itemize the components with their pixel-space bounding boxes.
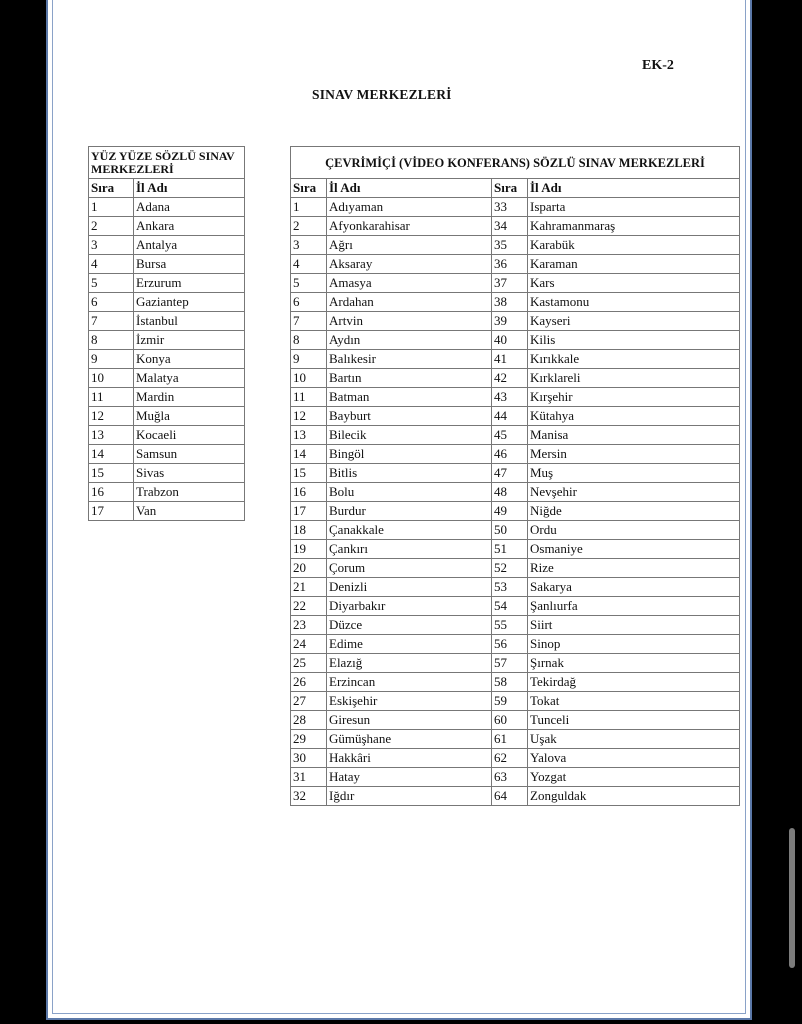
- row-number: 27: [291, 692, 327, 711]
- row-number: 16: [89, 483, 134, 502]
- table-row: [89, 217, 245, 236]
- table-row: [89, 483, 245, 502]
- scrollbar[interactable]: [789, 828, 795, 968]
- province-name: Kayseri: [528, 312, 740, 331]
- table-row: [291, 483, 740, 502]
- row-number: 60: [492, 711, 528, 730]
- province-name: Manisa: [528, 426, 740, 445]
- row-number: 2: [89, 217, 134, 236]
- province-name: Ağrı: [327, 236, 492, 255]
- province-name: Bursa: [134, 255, 245, 274]
- province-name: Malatya: [134, 369, 245, 388]
- province-name: Erzurum: [134, 274, 245, 293]
- table-row: [291, 597, 740, 616]
- province-name: Gümüşhane: [327, 730, 492, 749]
- row-number: 51: [492, 540, 528, 559]
- province-name: Hatay: [327, 768, 492, 787]
- province-name: Uşak: [528, 730, 740, 749]
- row-number: 32: [291, 787, 327, 806]
- province-name: Bitlis: [327, 464, 492, 483]
- province-name: Adıyaman: [327, 198, 492, 217]
- row-number: 5: [291, 274, 327, 293]
- province-name: Batman: [327, 388, 492, 407]
- table-row: [291, 692, 740, 711]
- province-name: Tunceli: [528, 711, 740, 730]
- row-number: 9: [89, 350, 134, 369]
- row-number: 46: [492, 445, 528, 464]
- row-number: 63: [492, 768, 528, 787]
- document-page: [46, 0, 752, 1020]
- table-row: [291, 711, 740, 730]
- province-name: Niğde: [528, 502, 740, 521]
- table-row: [291, 654, 740, 673]
- province-name: Çanakkale: [327, 521, 492, 540]
- column-header-name: İl Adı: [134, 179, 245, 198]
- table-row: [291, 236, 740, 255]
- table-row: [89, 369, 245, 388]
- province-name: Kastamonu: [528, 293, 740, 312]
- row-number: 34: [492, 217, 528, 236]
- province-name: Aksaray: [327, 255, 492, 274]
- row-number: 18: [291, 521, 327, 540]
- table-row: [89, 502, 245, 521]
- province-name: Sivas: [134, 464, 245, 483]
- province-name: Erzincan: [327, 673, 492, 692]
- province-name: Trabzon: [134, 483, 245, 502]
- table-row: [89, 407, 245, 426]
- row-number: 1: [291, 198, 327, 217]
- province-name: Gaziantep: [134, 293, 245, 312]
- row-number: 56: [492, 635, 528, 654]
- table-row: [291, 255, 740, 274]
- province-name: Iğdır: [327, 787, 492, 806]
- row-number: 48: [492, 483, 528, 502]
- province-name: Yalova: [528, 749, 740, 768]
- row-number: 30: [291, 749, 327, 768]
- province-name: Çorum: [327, 559, 492, 578]
- province-name: Düzce: [327, 616, 492, 635]
- province-name: Samsun: [134, 445, 245, 464]
- province-name: Balıkesir: [327, 350, 492, 369]
- row-number: 1: [89, 198, 134, 217]
- province-name: Yozgat: [528, 768, 740, 787]
- province-name: Muğla: [134, 407, 245, 426]
- province-name: Eskişehir: [327, 692, 492, 711]
- row-number: 17: [89, 502, 134, 521]
- province-name: Bilecik: [327, 426, 492, 445]
- row-number: 58: [492, 673, 528, 692]
- row-number: 45: [492, 426, 528, 445]
- table-row: [89, 464, 245, 483]
- row-number: 8: [291, 331, 327, 350]
- row-number: 59: [492, 692, 528, 711]
- province-name: Karaman: [528, 255, 740, 274]
- annex-label: EK-2: [642, 58, 674, 73]
- table-row: [291, 350, 740, 369]
- province-name: Siirt: [528, 616, 740, 635]
- province-name: Diyarbakır: [327, 597, 492, 616]
- table-row: [291, 293, 740, 312]
- table-row: [291, 445, 740, 464]
- province-name: Antalya: [134, 236, 245, 255]
- table-row: [291, 540, 740, 559]
- table-row: [291, 426, 740, 445]
- row-number: 3: [89, 236, 134, 255]
- table-row: [89, 274, 245, 293]
- row-number: 28: [291, 711, 327, 730]
- face-to-face-header: YÜZ YÜZE SÖZLÜ SINAV MERKEZLERİ: [89, 147, 245, 179]
- row-number: 13: [89, 426, 134, 445]
- row-number: 64: [492, 787, 528, 806]
- row-number: 21: [291, 578, 327, 597]
- row-number: 31: [291, 768, 327, 787]
- province-name: Çankırı: [327, 540, 492, 559]
- row-number: 15: [89, 464, 134, 483]
- column-header-no: Sıra: [89, 179, 134, 198]
- row-number: 43: [492, 388, 528, 407]
- table-row: [291, 635, 740, 654]
- province-name: Zonguldak: [528, 787, 740, 806]
- province-name: Sinop: [528, 635, 740, 654]
- online-rows: [291, 198, 740, 806]
- row-number: 36: [492, 255, 528, 274]
- province-name: Ordu: [528, 521, 740, 540]
- province-name: Edime: [327, 635, 492, 654]
- row-number: 7: [291, 312, 327, 331]
- province-name: Osmaniye: [528, 540, 740, 559]
- table-row: [89, 350, 245, 369]
- province-name: Ankara: [134, 217, 245, 236]
- table-row: [291, 388, 740, 407]
- province-name: Aydın: [327, 331, 492, 350]
- column-header-name: İl Adı: [327, 179, 492, 198]
- province-name: Hakkâri: [327, 749, 492, 768]
- row-number: 10: [291, 369, 327, 388]
- row-number: 44: [492, 407, 528, 426]
- row-number: 26: [291, 673, 327, 692]
- province-name: Kars: [528, 274, 740, 293]
- province-name: Kahramanmaraş: [528, 217, 740, 236]
- province-name: Kırklareli: [528, 369, 740, 388]
- table-row: [291, 331, 740, 350]
- province-name: İstanbul: [134, 312, 245, 331]
- row-number: 19: [291, 540, 327, 559]
- row-number: 20: [291, 559, 327, 578]
- online-table: [290, 146, 740, 806]
- row-number: 42: [492, 369, 528, 388]
- row-number: 3: [291, 236, 327, 255]
- row-number: 16: [291, 483, 327, 502]
- table-row: [89, 236, 245, 255]
- table-row: [291, 730, 740, 749]
- row-number: 6: [291, 293, 327, 312]
- province-name: Isparta: [528, 198, 740, 217]
- province-name: Kocaeli: [134, 426, 245, 445]
- province-name: Konya: [134, 350, 245, 369]
- row-number: 29: [291, 730, 327, 749]
- province-name: Kırıkkale: [528, 350, 740, 369]
- row-number: 33: [492, 198, 528, 217]
- row-number: 4: [291, 255, 327, 274]
- table-row: [89, 331, 245, 350]
- province-name: Sakarya: [528, 578, 740, 597]
- row-number: 2: [291, 217, 327, 236]
- province-name: Tekirdağ: [528, 673, 740, 692]
- province-name: Artvin: [327, 312, 492, 331]
- row-number: 38: [492, 293, 528, 312]
- row-number: 9: [291, 350, 327, 369]
- table-row: [291, 521, 740, 540]
- row-number: 54: [492, 597, 528, 616]
- row-number: 17: [291, 502, 327, 521]
- table-row: [291, 407, 740, 426]
- table-row: [291, 559, 740, 578]
- row-number: 61: [492, 730, 528, 749]
- row-number: 35: [492, 236, 528, 255]
- table-row: [291, 217, 740, 236]
- province-name: Şanlıurfa: [528, 597, 740, 616]
- province-name: Afyonkarahisar: [327, 217, 492, 236]
- table-row: [89, 198, 245, 217]
- province-name: Adana: [134, 198, 245, 217]
- column-header-no: Sıra: [492, 179, 528, 198]
- province-name: Rize: [528, 559, 740, 578]
- table-row: [291, 312, 740, 331]
- row-number: 8: [89, 331, 134, 350]
- row-number: 7: [89, 312, 134, 331]
- province-name: Amasya: [327, 274, 492, 293]
- table-row: [291, 274, 740, 293]
- row-number: 37: [492, 274, 528, 293]
- row-number: 62: [492, 749, 528, 768]
- row-number: 15: [291, 464, 327, 483]
- province-name: Giresun: [327, 711, 492, 730]
- province-name: Denizli: [327, 578, 492, 597]
- row-number: 47: [492, 464, 528, 483]
- table-row: [291, 464, 740, 483]
- row-number: 40: [492, 331, 528, 350]
- province-name: Burdur: [327, 502, 492, 521]
- row-number: 12: [89, 407, 134, 426]
- row-number: 10: [89, 369, 134, 388]
- face-to-face-table: [88, 146, 245, 521]
- row-number: 57: [492, 654, 528, 673]
- province-name: Nevşehir: [528, 483, 740, 502]
- row-number: 13: [291, 426, 327, 445]
- province-name: Bartın: [327, 369, 492, 388]
- table-row: [291, 578, 740, 597]
- province-name: Bayburt: [327, 407, 492, 426]
- row-number: 25: [291, 654, 327, 673]
- table-row: [291, 749, 740, 768]
- row-number: 49: [492, 502, 528, 521]
- table-row: [89, 426, 245, 445]
- province-name: Muş: [528, 464, 740, 483]
- table-row: [291, 198, 740, 217]
- table-row: [291, 673, 740, 692]
- province-name: Mersin: [528, 445, 740, 464]
- table-row: [291, 502, 740, 521]
- province-name: İzmir: [134, 331, 245, 350]
- table-row: [291, 768, 740, 787]
- table-row: [89, 293, 245, 312]
- column-header-name: İl Adı: [528, 179, 740, 198]
- row-number: 50: [492, 521, 528, 540]
- row-number: 39: [492, 312, 528, 331]
- province-name: Tokat: [528, 692, 740, 711]
- table-row: [291, 787, 740, 806]
- row-number: 24: [291, 635, 327, 654]
- province-name: Kütahya: [528, 407, 740, 426]
- row-number: 6: [89, 293, 134, 312]
- province-name: Karabük: [528, 236, 740, 255]
- row-number: 53: [492, 578, 528, 597]
- table-row: [89, 312, 245, 331]
- province-name: Elazığ: [327, 654, 492, 673]
- province-name: Bingöl: [327, 445, 492, 464]
- face-to-face-rows: [89, 198, 245, 521]
- province-name: Ardahan: [327, 293, 492, 312]
- row-number: 14: [89, 445, 134, 464]
- row-number: 22: [291, 597, 327, 616]
- row-number: 55: [492, 616, 528, 635]
- province-name: Kilis: [528, 331, 740, 350]
- row-number: 12: [291, 407, 327, 426]
- row-number: 4: [89, 255, 134, 274]
- row-number: 23: [291, 616, 327, 635]
- row-number: 14: [291, 445, 327, 464]
- column-header-no: Sıra: [291, 179, 327, 198]
- table-row: [291, 616, 740, 635]
- table-row: [291, 369, 740, 388]
- table-row: [89, 388, 245, 407]
- row-number: 52: [492, 559, 528, 578]
- online-header: ÇEVRİMİÇİ (VİDEO KONFERANS) SÖZLÜ SINAV MERKEZLERİ: [291, 147, 740, 179]
- province-name: Van: [134, 502, 245, 521]
- row-number: 41: [492, 350, 528, 369]
- row-number: 11: [89, 388, 134, 407]
- province-name: Bolu: [327, 483, 492, 502]
- row-number: 5: [89, 274, 134, 293]
- row-number: 11: [291, 388, 327, 407]
- province-name: Şırnak: [528, 654, 740, 673]
- table-row: [89, 445, 245, 464]
- page-title: SINAV MERKEZLERİ: [312, 87, 452, 102]
- province-name: Kırşehir: [528, 388, 740, 407]
- table-row: [89, 255, 245, 274]
- province-name: Mardin: [134, 388, 245, 407]
